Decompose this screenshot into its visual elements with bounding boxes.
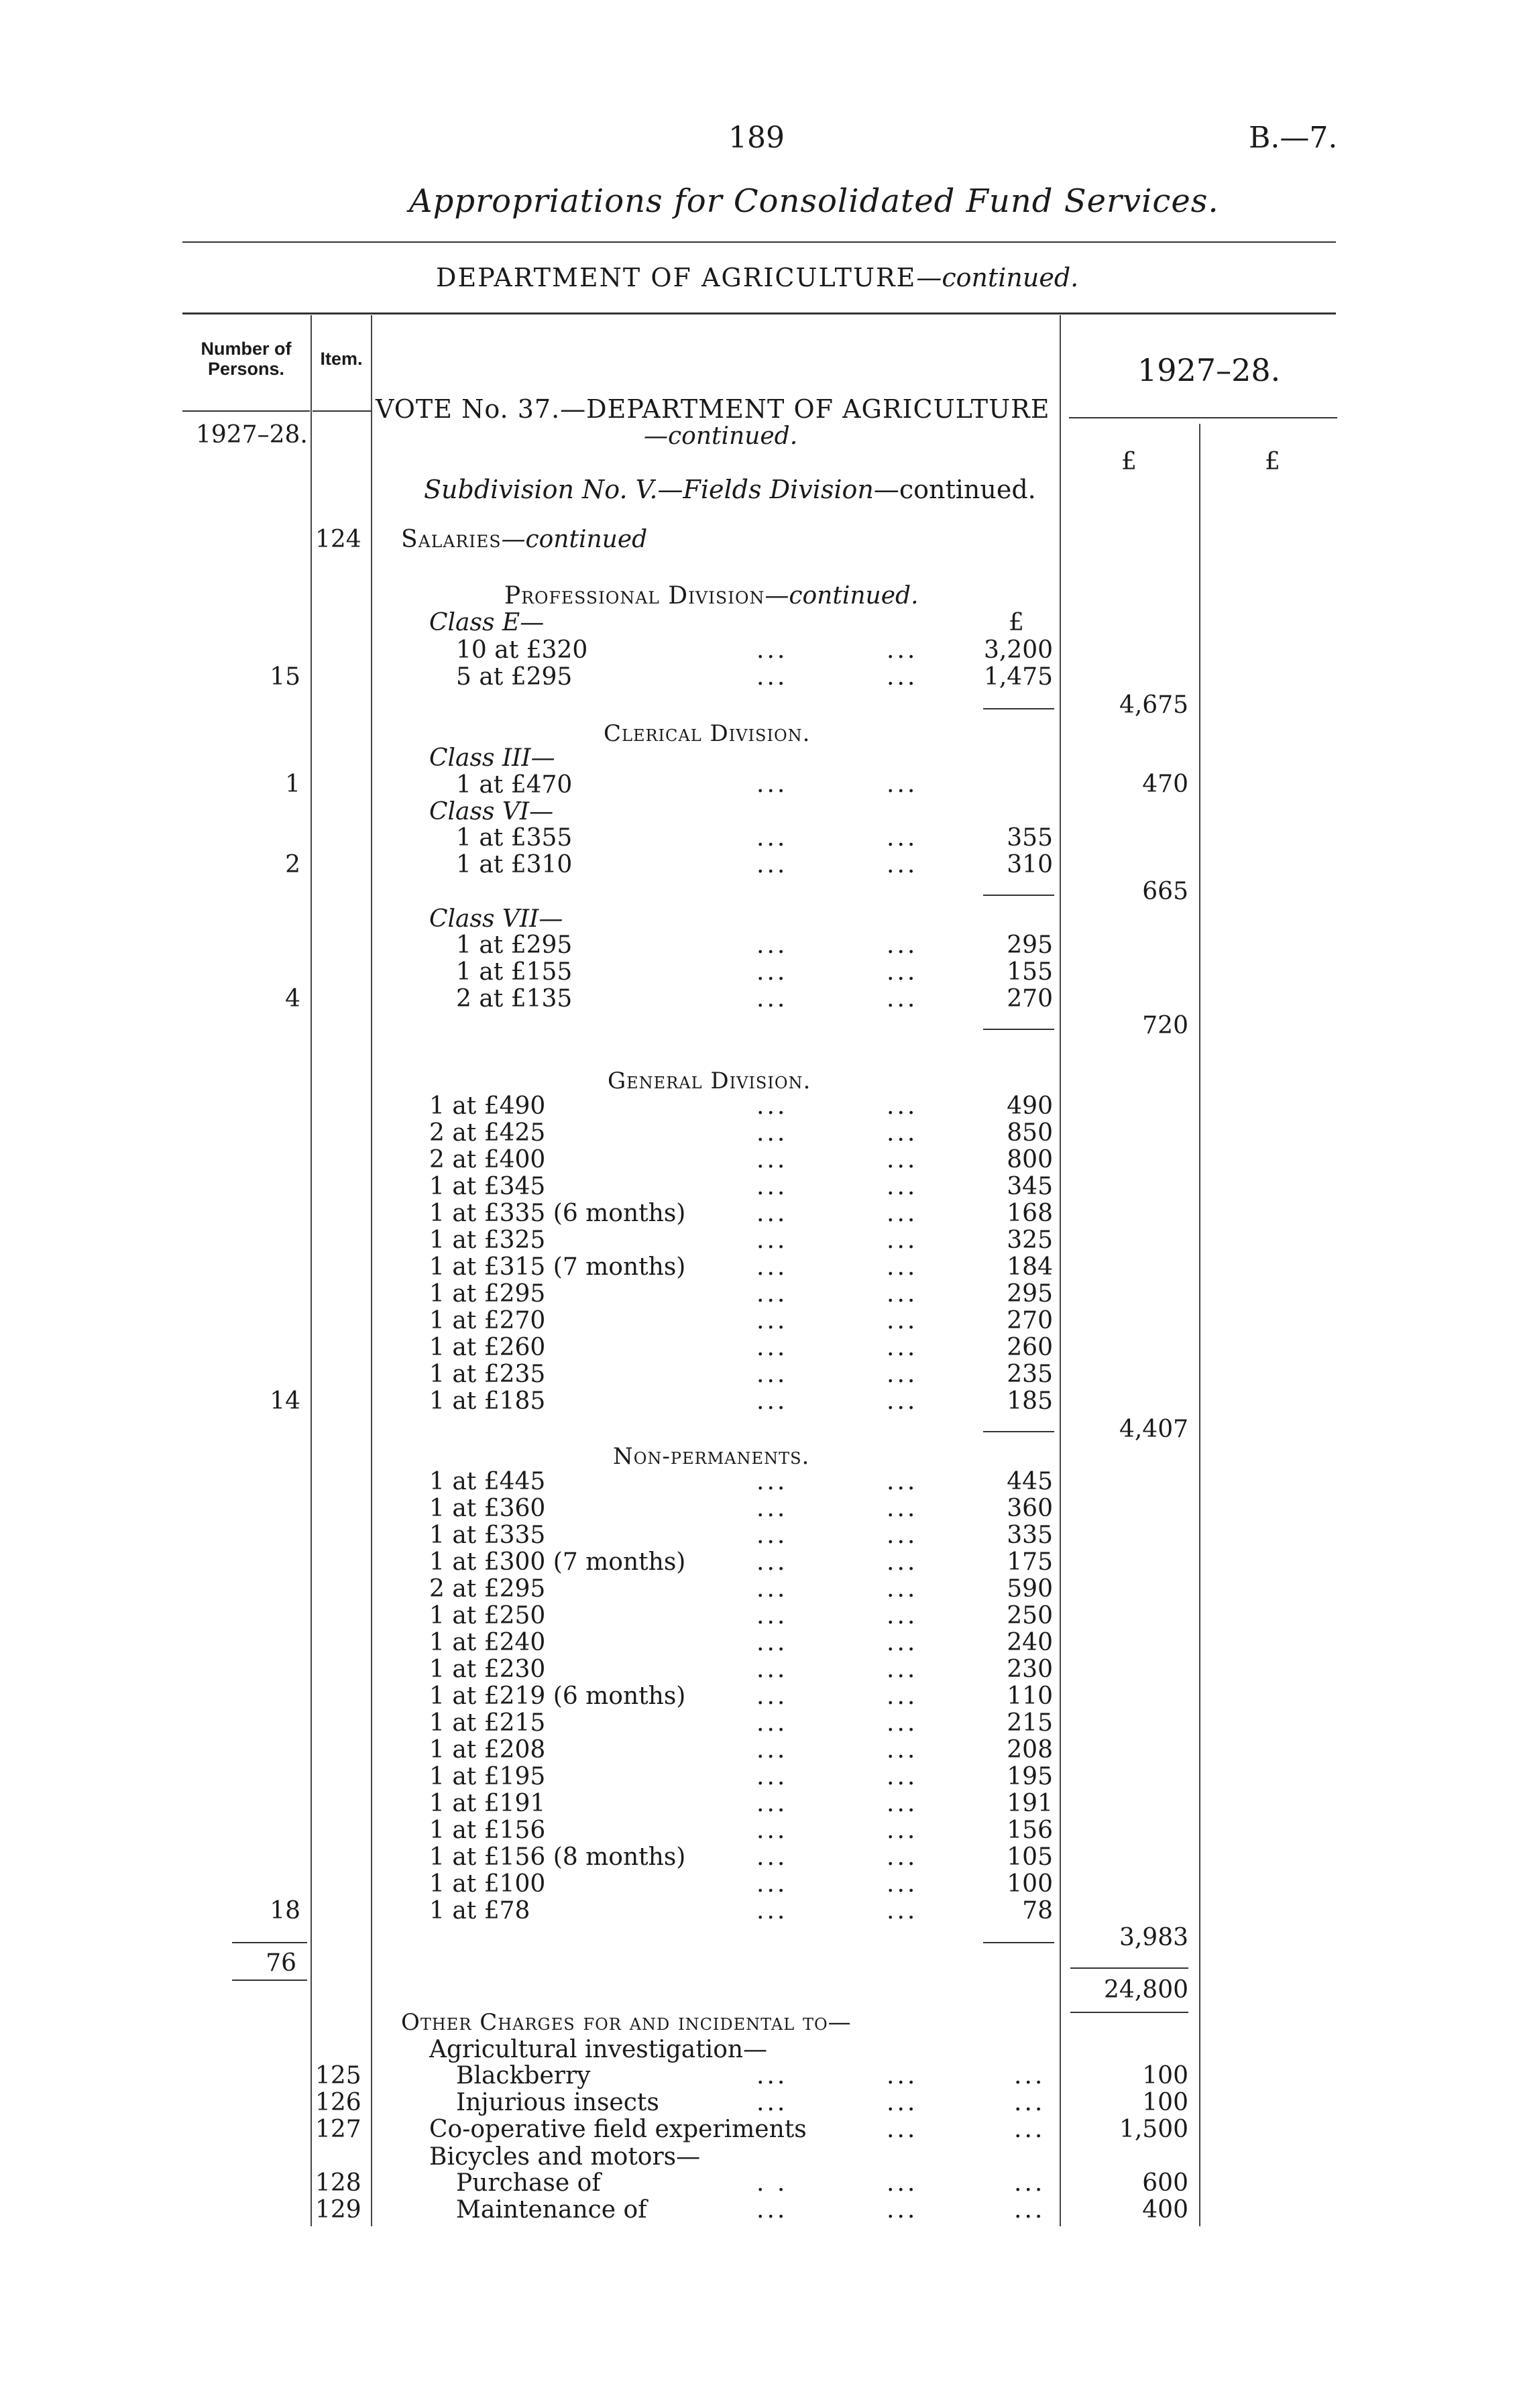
other-charge-dots: . . bbox=[756, 2169, 788, 2197]
nonperm-row-dots: ... bbox=[887, 1709, 918, 1737]
class-vii-row-desc: 1 at £295 bbox=[456, 931, 573, 959]
nonperm-row-amount: 208 bbox=[1007, 1736, 1053, 1764]
nonperm-row-dots: ... bbox=[887, 1522, 918, 1549]
general-row-amount: 260 bbox=[1007, 1334, 1053, 1361]
number-of-persons-header: Number of Persons. bbox=[201, 339, 292, 379]
general-row-amount: 345 bbox=[1007, 1173, 1053, 1200]
general-row-dots: ... bbox=[756, 1119, 788, 1147]
nonperm-row-amount: 445 bbox=[1007, 1468, 1053, 1495]
nonperm-row-dots: ... bbox=[887, 1495, 918, 1522]
nonperm-subtotal-rule bbox=[983, 1942, 1054, 1943]
other-charge-desc: Purchase of bbox=[456, 2169, 601, 2197]
class-vi-row-dots: ... bbox=[887, 851, 918, 878]
class-vii-total: 720 bbox=[1142, 1012, 1188, 1039]
class-vii-row-dots: ... bbox=[756, 931, 788, 959]
nonperm-row-dots: ... bbox=[756, 1602, 788, 1629]
total-persons: 76 bbox=[266, 1949, 296, 1977]
general-row-dots: ... bbox=[887, 1307, 918, 1334]
general-row-desc: 2 at £400 bbox=[429, 1146, 546, 1173]
nonperm-row-desc: 1 at £240 bbox=[429, 1629, 546, 1656]
professional-heading bbox=[504, 582, 919, 610]
other-charge-amount: 1,500 bbox=[1119, 2116, 1188, 2143]
general-row-desc: 1 at £235 bbox=[429, 1361, 546, 1388]
nonperm-row-dots: ... bbox=[756, 1656, 788, 1683]
other-charge-dots: ... bbox=[887, 2062, 918, 2089]
nonperm-row-desc: 1 at £195 bbox=[429, 1763, 546, 1790]
nonperm-row-amount: 240 bbox=[1007, 1629, 1053, 1656]
other-charge-dots: ... bbox=[887, 2089, 918, 2116]
salaries-total-top-rule bbox=[1070, 1967, 1188, 1969]
general-row-dots: ... bbox=[887, 1226, 918, 1254]
class-vi-row-dots: ... bbox=[887, 824, 918, 852]
general-subtotal: 4,407 bbox=[1119, 1416, 1188, 1443]
class-iii-row-desc: 1 at £470 bbox=[456, 771, 573, 799]
class-vi-label: Class VI— bbox=[429, 798, 554, 825]
general-row-amount: 185 bbox=[1007, 1387, 1053, 1415]
nonperm-row-desc: 2 at £295 bbox=[429, 1575, 546, 1603]
general-row-dots: ... bbox=[887, 1280, 918, 1308]
salaries-item-number: 124 bbox=[315, 526, 361, 553]
professional-subtotal: 4,675 bbox=[1119, 691, 1188, 719]
running-title: Appropriations for Consolidated Fund Services. bbox=[409, 182, 1219, 220]
nonperm-row-dots: ... bbox=[756, 1468, 788, 1495]
general-row-dots: ... bbox=[887, 1334, 918, 1361]
general-subtotal-rule bbox=[983, 1431, 1054, 1432]
nonperm-row-dots: ... bbox=[756, 1897, 788, 1925]
nonperm-row-dots: ... bbox=[887, 1548, 918, 1576]
professional-subtotal-rule bbox=[983, 708, 1054, 709]
nonperm-heading: Non-permanents. bbox=[613, 1443, 810, 1470]
general-row-desc: 2 at £425 bbox=[429, 1119, 546, 1147]
agricultural-investigation-label: Agricultural investigation— bbox=[429, 2036, 768, 2063]
nonperm-row-dots: ... bbox=[887, 1897, 918, 1925]
class-iii-label: Class III— bbox=[429, 744, 555, 772]
professional-row-dots: ... bbox=[756, 663, 788, 691]
nonperm-subtotal: 3,983 bbox=[1119, 1924, 1188, 1951]
item-col-right-rule bbox=[371, 315, 372, 2226]
persons-total-underline bbox=[232, 1980, 307, 1981]
salaries-heading bbox=[401, 526, 647, 553]
nonperm-row-dots: ... bbox=[756, 1575, 788, 1603]
class-vii-row-amount: 295 bbox=[1007, 931, 1053, 959]
nonperm-row-amount: 195 bbox=[1007, 1763, 1053, 1790]
nonperm-row-dots: ... bbox=[756, 1495, 788, 1522]
professional-row-dots: ... bbox=[887, 636, 918, 664]
nonperm-row-amount: 175 bbox=[1007, 1548, 1053, 1576]
other-charge-amount: 100 bbox=[1142, 2062, 1188, 2089]
year-right-header: 1927–28. bbox=[1137, 352, 1281, 388]
general-row-amount: 325 bbox=[1007, 1226, 1053, 1254]
general-row-dots: ... bbox=[887, 1361, 918, 1388]
professional-row-dots: ... bbox=[756, 636, 788, 664]
pound-col-divider-rule bbox=[1199, 424, 1200, 2226]
professional-row-desc: 5 at £295 bbox=[456, 663, 573, 691]
class-vii-row-amount: 270 bbox=[1007, 985, 1053, 1013]
nonperm-row-desc: 1 at £191 bbox=[429, 1790, 546, 1817]
general-row-dots: ... bbox=[887, 1253, 918, 1281]
class-vii-row-dots: ... bbox=[756, 985, 788, 1013]
nonperm-row-dots: ... bbox=[887, 1602, 918, 1629]
professional-pound-sign: £ bbox=[1009, 609, 1024, 636]
class-vi-row-amount: 310 bbox=[1007, 851, 1053, 878]
class-vii-label: Class VII— bbox=[429, 905, 563, 933]
nonperm-row-desc: 1 at £300 (7 months) bbox=[429, 1548, 686, 1576]
other-charge-dots: ... bbox=[756, 2062, 788, 2089]
nonperm-row-dots: ... bbox=[756, 1763, 788, 1790]
nonperm-row-dots: ... bbox=[887, 1843, 918, 1871]
general-row-amount: 295 bbox=[1007, 1280, 1053, 1308]
general-row-amount: 235 bbox=[1007, 1361, 1053, 1388]
class-vi-row-dots: ... bbox=[756, 824, 788, 852]
general-row-dots: ... bbox=[887, 1119, 918, 1147]
salaries-label: Salaries bbox=[401, 526, 502, 553]
nonperm-row-desc: 1 at £230 bbox=[429, 1656, 546, 1683]
other-charge-item-number: 125 bbox=[315, 2062, 361, 2089]
general-row-dots: ... bbox=[887, 1387, 918, 1415]
class-iii-dots-2: ... bbox=[887, 770, 918, 798]
nonperm-row-dots: ... bbox=[756, 1522, 788, 1549]
subdivision-name: Subdivision No. V.—Fields Division bbox=[424, 475, 874, 504]
other-charge-item-number: 127 bbox=[315, 2116, 361, 2143]
general-row-dots: ... bbox=[756, 1146, 788, 1173]
nonperm-row-dots: ... bbox=[887, 1790, 918, 1817]
other-charge-item-number: 129 bbox=[315, 2196, 361, 2224]
nonperm-row-desc: 1 at £100 bbox=[429, 1870, 546, 1898]
nonperm-row-dots: ... bbox=[887, 1575, 918, 1603]
nonperm-row-amount: 105 bbox=[1007, 1843, 1053, 1871]
other-charges-heading: Other Charges for and incidental to— bbox=[401, 2009, 852, 2036]
nonperm-row-dots: ... bbox=[756, 1682, 788, 1710]
nonperm-row-amount: 250 bbox=[1007, 1602, 1053, 1629]
nonperm-row-desc: 1 at £78 bbox=[429, 1897, 530, 1925]
nonperm-row-amount: 78 bbox=[1022, 1897, 1053, 1925]
year-left-header: 1927–28. bbox=[196, 421, 308, 449]
department-heading bbox=[436, 263, 1078, 292]
nonperm-row-dots: ... bbox=[887, 1870, 918, 1898]
other-charge-item-number: 126 bbox=[315, 2089, 361, 2116]
nonperm-row-dots: ... bbox=[756, 1709, 788, 1737]
salaries-cont: —continued bbox=[501, 526, 648, 553]
general-row-desc: 1 at £335 (6 months) bbox=[429, 1200, 686, 1227]
other-charge-dots: ... bbox=[887, 2116, 918, 2143]
pound-column-a: £ bbox=[1121, 448, 1137, 475]
class-vii-row-amount: 155 bbox=[1007, 958, 1053, 986]
salaries-total-bottom-rule bbox=[1070, 2012, 1188, 2013]
item-header: Item. bbox=[320, 349, 363, 369]
nonperm-row-dots: ... bbox=[756, 1736, 788, 1764]
class-vii-subtotal-rule bbox=[983, 1029, 1054, 1030]
nonperm-row-amount: 156 bbox=[1007, 1817, 1053, 1844]
vote-title: VOTE No. 37.—DEPARTMENT OF AGRICULTURE bbox=[376, 394, 1050, 424]
class-vi-subtotal-rule bbox=[983, 895, 1054, 896]
nonperm-row-dots: ... bbox=[887, 1656, 918, 1683]
nonperm-row-desc: 1 at £156 bbox=[429, 1817, 546, 1844]
general-row-dots: ... bbox=[756, 1092, 788, 1120]
persons-total-rule bbox=[232, 1942, 307, 1943]
general-row-desc: 1 at £270 bbox=[429, 1307, 546, 1334]
class-iii-persons: 1 bbox=[285, 770, 300, 798]
other-charge-item-number: 128 bbox=[315, 2169, 361, 2197]
nonperm-row-dots: ... bbox=[756, 1548, 788, 1576]
general-row-dots: ... bbox=[887, 1173, 918, 1200]
nonperm-row-amount: 230 bbox=[1007, 1656, 1053, 1683]
general-row-dots: ... bbox=[756, 1280, 788, 1308]
nonperm-row-desc: 1 at £445 bbox=[429, 1468, 546, 1495]
clerical-heading: Clerical Division. bbox=[604, 720, 811, 747]
nonperm-row-amount: 360 bbox=[1007, 1495, 1053, 1522]
nonperm-row-desc: 1 at £219 (6 months) bbox=[429, 1682, 686, 1710]
nonperm-row-amount: 215 bbox=[1007, 1709, 1053, 1737]
general-row-dots: ... bbox=[756, 1307, 788, 1334]
class-e-label: Class E— bbox=[429, 609, 545, 636]
class-vii-row-dots: ... bbox=[887, 931, 918, 959]
nonperm-row-dots: ... bbox=[887, 1468, 918, 1495]
nonperm-row-amount: 110 bbox=[1007, 1682, 1053, 1710]
other-charge-dots: ... bbox=[1014, 2169, 1046, 2197]
nonperm-row-dots: ... bbox=[756, 1843, 788, 1871]
professional-persons: 15 bbox=[270, 663, 300, 691]
class-vii-row-desc: 2 at £135 bbox=[456, 985, 573, 1013]
other-charge-dots: ... bbox=[1014, 2116, 1046, 2143]
other-charge-desc: Maintenance of bbox=[456, 2196, 647, 2224]
class-vi-row-desc: 1 at £310 bbox=[456, 851, 573, 878]
general-persons: 14 bbox=[270, 1387, 300, 1415]
nonperm-row-desc: 1 at £335 bbox=[429, 1522, 546, 1549]
general-row-amount: 490 bbox=[1007, 1092, 1053, 1120]
nonperm-row-dots: ... bbox=[887, 1629, 918, 1656]
subdivision-cont: —continued. bbox=[873, 475, 1036, 504]
general-row-desc: 1 at £325 bbox=[429, 1226, 546, 1254]
nonperm-row-desc: 1 at £208 bbox=[429, 1736, 546, 1764]
general-row-desc: 1 at £295 bbox=[429, 1280, 546, 1308]
year-right-underline bbox=[1069, 417, 1337, 418]
class-vi-row-dots: ... bbox=[756, 851, 788, 878]
nonperm-row-desc: 1 at £250 bbox=[429, 1602, 546, 1629]
nonperm-row-dots: ... bbox=[887, 1682, 918, 1710]
class-vi-row-amount: 355 bbox=[1007, 824, 1053, 852]
nonperm-row-dots: ... bbox=[756, 1817, 788, 1844]
general-row-dots: ... bbox=[756, 1334, 788, 1361]
other-charge-dots: ... bbox=[756, 2196, 788, 2224]
class-vii-row-dots: ... bbox=[887, 985, 918, 1013]
pound-column-b: £ bbox=[1265, 448, 1280, 475]
document-reference: B.—7. bbox=[1249, 121, 1338, 155]
other-charge-dots: ... bbox=[1014, 2062, 1046, 2089]
general-row-dots: ... bbox=[887, 1200, 918, 1227]
department-heading-cont: —continued. bbox=[916, 263, 1079, 292]
bicycles-motors-label: Bicycles and motors— bbox=[429, 2143, 701, 2171]
nonperm-row-amount: 100 bbox=[1007, 1870, 1053, 1898]
general-row-amount: 850 bbox=[1007, 1119, 1053, 1147]
class-iii-dots-1: ... bbox=[756, 770, 788, 798]
nonperm-row-amount: 335 bbox=[1007, 1522, 1053, 1549]
nonperm-row-amount: 191 bbox=[1007, 1790, 1053, 1817]
other-charge-amount: 400 bbox=[1142, 2196, 1188, 2224]
nonperm-row-dots: ... bbox=[887, 1736, 918, 1764]
other-charge-amount: 100 bbox=[1142, 2089, 1188, 2116]
general-row-dots: ... bbox=[756, 1226, 788, 1254]
nonperm-persons: 18 bbox=[270, 1897, 300, 1925]
general-row-amount: 270 bbox=[1007, 1307, 1053, 1334]
general-row-desc: 1 at £345 bbox=[429, 1173, 546, 1200]
nonperm-row-desc: 1 at £156 (8 months) bbox=[429, 1843, 686, 1871]
other-charge-desc: Co-operative field experiments bbox=[429, 2116, 807, 2143]
general-heading: General Division. bbox=[608, 1068, 811, 1094]
class-vii-row-dots: ... bbox=[887, 958, 918, 986]
nonperm-row-dots: ... bbox=[756, 1790, 788, 1817]
general-row-dots: ... bbox=[756, 1200, 788, 1227]
top-rule bbox=[182, 241, 1336, 243]
general-row-amount: 800 bbox=[1007, 1146, 1053, 1173]
department-heading-text: DEPARTMENT OF AGRICULTURE bbox=[436, 263, 917, 292]
professional-row-desc: 10 at £320 bbox=[456, 636, 588, 664]
subdivision-heading bbox=[424, 475, 1036, 504]
total-salaries: 24,800 bbox=[1104, 1976, 1188, 2004]
general-row-dots: ... bbox=[887, 1146, 918, 1173]
general-row-dots: ... bbox=[756, 1173, 788, 1200]
general-row-dots: ... bbox=[756, 1253, 788, 1281]
class-vi-persons: 2 bbox=[285, 851, 300, 878]
class-vii-persons: 4 bbox=[285, 985, 300, 1013]
nonperm-row-dots: ... bbox=[756, 1870, 788, 1898]
nonperm-row-dots: ... bbox=[887, 1817, 918, 1844]
professional-row-amount: 1,475 bbox=[983, 663, 1053, 691]
professional-heading-cont: —continued. bbox=[765, 582, 919, 610]
professional-heading-text: Professional Division bbox=[504, 582, 765, 610]
other-charge-amount: 600 bbox=[1142, 2169, 1188, 2197]
general-row-amount: 168 bbox=[1007, 1200, 1053, 1227]
class-vi-total: 665 bbox=[1142, 878, 1188, 905]
nonperm-row-desc: 1 at £360 bbox=[429, 1495, 546, 1522]
general-row-desc: 1 at £185 bbox=[429, 1387, 546, 1415]
vote-title-cont: —continued. bbox=[644, 422, 798, 450]
nonperm-row-dots: ... bbox=[887, 1763, 918, 1790]
persons-header-underline bbox=[182, 410, 310, 412]
other-charge-desc: Blackberry bbox=[456, 2062, 591, 2089]
nonperm-row-amount: 590 bbox=[1007, 1575, 1053, 1603]
other-charge-dots: ... bbox=[1014, 2089, 1046, 2116]
general-row-desc: 1 at £260 bbox=[429, 1334, 546, 1361]
general-row-dots: ... bbox=[887, 1092, 918, 1120]
other-charge-dots: ... bbox=[756, 2089, 788, 2116]
general-row-amount: 184 bbox=[1007, 1253, 1053, 1281]
class-vii-row-dots: ... bbox=[756, 958, 788, 986]
general-row-desc: 1 at £490 bbox=[429, 1092, 546, 1120]
table-top-rule bbox=[182, 312, 1336, 314]
class-iii-total: 470 bbox=[1142, 770, 1188, 798]
desc-col-right-rule bbox=[1060, 315, 1061, 2226]
professional-row-amount: 3,200 bbox=[983, 636, 1053, 664]
professional-row-dots: ... bbox=[887, 663, 918, 691]
page-number: 189 bbox=[728, 121, 785, 155]
other-charge-dots: ... bbox=[1014, 2196, 1046, 2224]
class-vi-row-desc: 1 at £355 bbox=[456, 824, 573, 852]
general-row-dots: ... bbox=[756, 1387, 788, 1415]
other-charge-dots: ... bbox=[887, 2196, 918, 2224]
item-col-left-rule bbox=[311, 315, 312, 2226]
nonperm-row-dots: ... bbox=[756, 1629, 788, 1656]
class-vii-row-desc: 1 at £155 bbox=[456, 958, 573, 986]
nonperm-row-desc: 1 at £215 bbox=[429, 1709, 546, 1737]
other-charge-dots: ... bbox=[887, 2169, 918, 2197]
other-charge-desc: Injurious insects bbox=[456, 2089, 659, 2116]
item-header-underline bbox=[313, 410, 372, 412]
general-row-desc: 1 at £315 (7 months) bbox=[429, 1253, 686, 1281]
general-row-dots: ... bbox=[756, 1361, 788, 1388]
